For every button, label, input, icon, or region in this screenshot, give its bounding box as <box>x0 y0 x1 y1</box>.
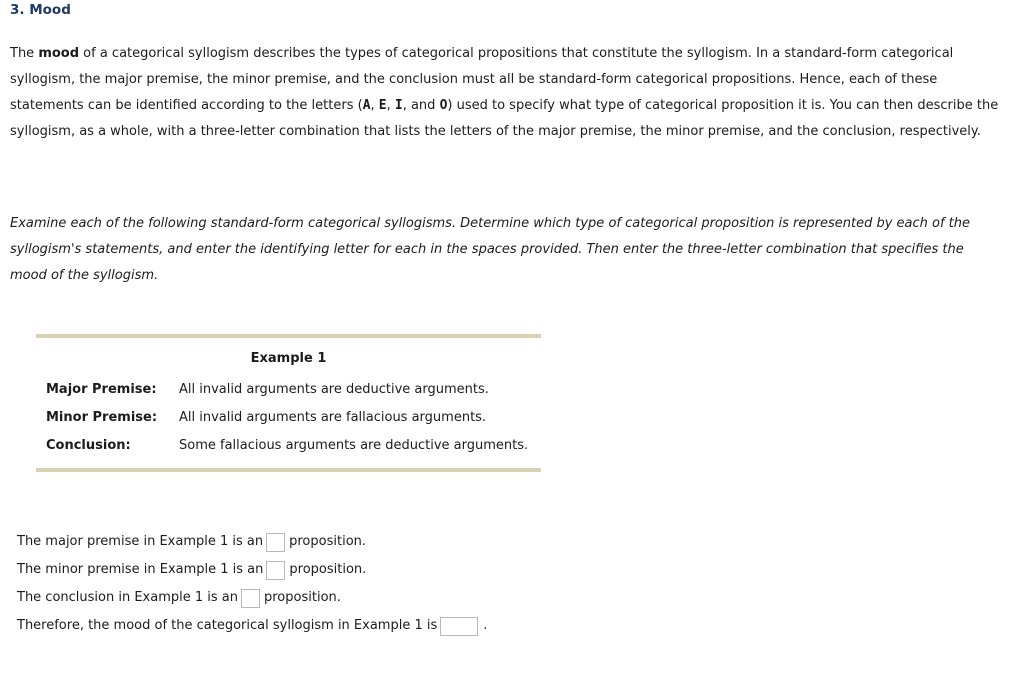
conclusion-question-suffix: proposition. <box>264 590 341 605</box>
major-premise-text: All invalid arguments are deductive arguments. <box>179 382 489 397</box>
minor-question-suffix: proposition. <box>289 562 367 577</box>
conclusion-text: Some fallacious arguments are deductive arguments. <box>179 438 529 453</box>
intro-paragraph <box>10 41 1000 145</box>
minor-premise-question <box>17 559 366 581</box>
mood-question <box>17 615 487 637</box>
sep-2: , <box>386 98 395 113</box>
intro-text-3: ) used to specify what type of categorical proposition it is. You can then describe the syllogism, as a whole, with a three-letter combination that lists the letters of the major premise, the minor premise, and the conclusion, respectively. <box>10 98 999 139</box>
conclusion-answer-input[interactable] <box>241 589 260 608</box>
minor-premise-label: Minor Premise: <box>46 410 158 425</box>
mood-question-text: Therefore, the mood of the categorical syllogism in Example 1 is <box>17 618 438 633</box>
mood-question-suffix: . <box>483 618 488 633</box>
letter-o: O <box>439 98 448 113</box>
major-premise-answer-input[interactable] <box>266 533 285 552</box>
conclusion-label: Conclusion: <box>46 438 131 453</box>
intro-text-1: The <box>10 46 39 61</box>
intro-text-2: of a categorical syllogism describes the types of categorical propositions that constitute the syllogism. In a standard-form categorical syllogism, the major premise, the minor premise, and the conclusion must all be standard-form categorical propositions. Hence, each of these statements can be identified according to the letters ( <box>10 46 954 113</box>
major-question-suffix: proposition. <box>289 534 367 549</box>
example-1-box <box>36 334 541 472</box>
letter-e: E <box>378 98 387 113</box>
minor-question-text: The minor premise in Example 1 is an <box>17 562 264 577</box>
letter-a: A <box>362 98 371 113</box>
intro-term-mood: mood <box>38 46 80 61</box>
sep-1: , <box>370 98 379 113</box>
mood-answer-input[interactable] <box>440 617 478 636</box>
example-title: Example 1 <box>250 351 327 366</box>
section-heading: 3. Mood <box>10 2 71 18</box>
letter-i: I <box>394 98 403 113</box>
major-question-text: The major premise in Example 1 is an <box>17 534 264 549</box>
minor-premise-text: All invalid arguments are fallacious arguments. <box>179 410 487 425</box>
sep-3: , and <box>402 98 440 113</box>
minor-premise-answer-input[interactable] <box>266 561 285 580</box>
major-premise-label: Major Premise: <box>46 382 157 397</box>
major-premise-question <box>17 531 366 553</box>
instructions-paragraph: Examine each of the following standard-form categorical syllogisms. Determine which type of categorical proposition is represented by each of the syllogism's statements, and enter the identifying letter for each in the spaces provided. Then enter the three-letter combination that specifies the mood of the syllogism. <box>10 216 971 283</box>
conclusion-question-text: The conclusion in Example 1 is an <box>17 590 238 605</box>
conclusion-question <box>17 587 341 609</box>
